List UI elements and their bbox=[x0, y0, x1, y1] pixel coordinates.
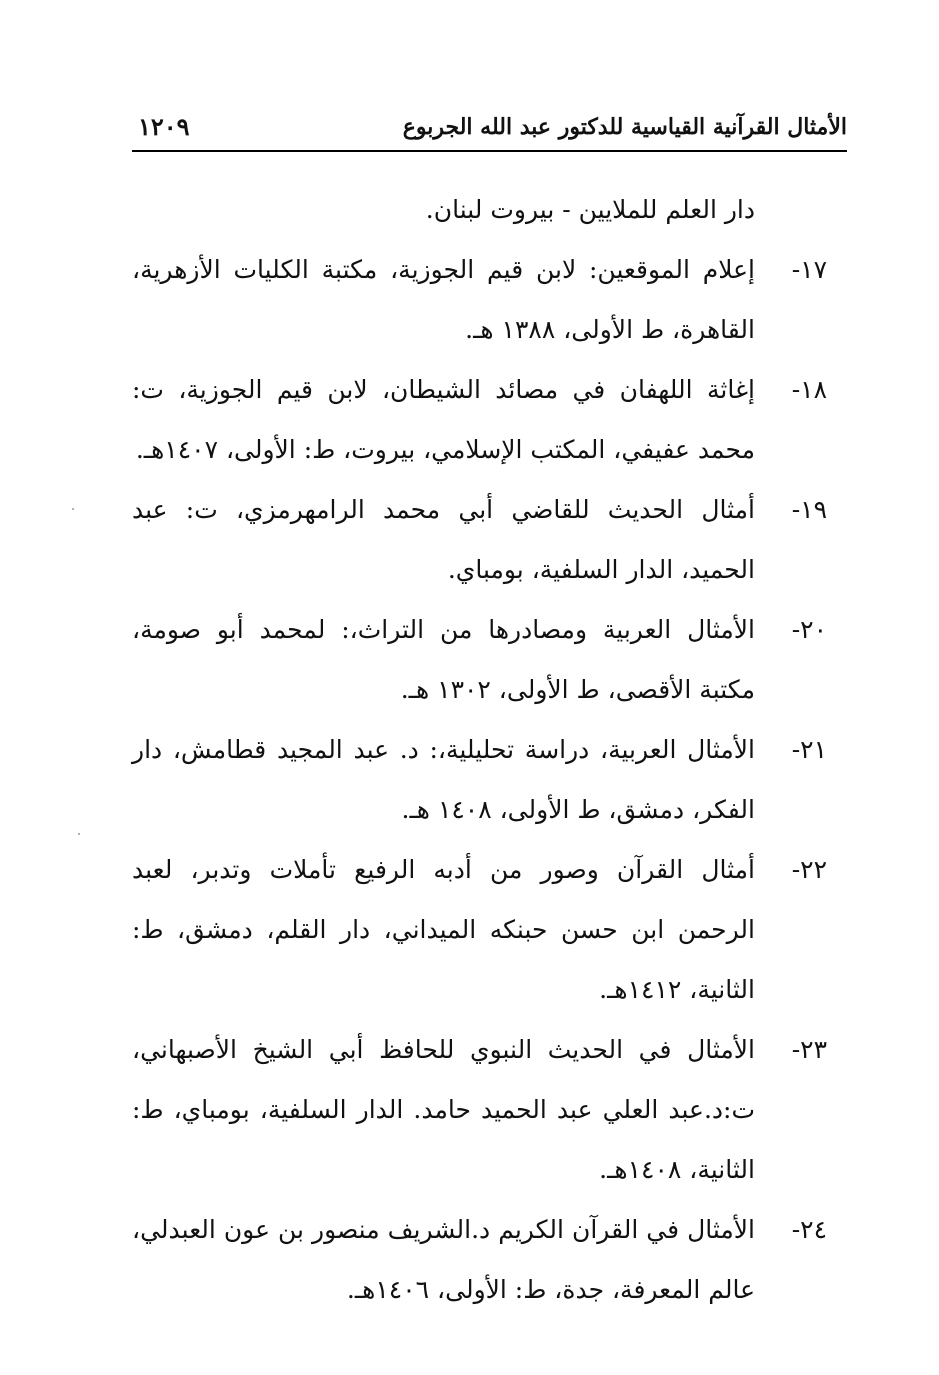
scan-speck bbox=[78, 833, 80, 835]
entry-text: إغاثة اللهفان في مصائد الشيطان، لابن قيم الجوزية، ت: محمد عفيفي، المكتب الإسلامي، بيروت، ط: الأولى، ١٤٠٧هـ. bbox=[132, 375, 755, 464]
entry-number: ٢١- bbox=[791, 735, 827, 764]
bibliography-entry bbox=[132, 1020, 827, 1200]
entry-text: الأمثال العربية ومصادرها من التراث،: لمحمد أبو صومة، مكتبة الأقصى، ط الأولى، ١٣٠٢ هـ. bbox=[132, 615, 755, 704]
bibliography-entry bbox=[132, 360, 827, 480]
bibliography-entry bbox=[132, 720, 827, 840]
bibliography-entry bbox=[132, 840, 827, 1020]
page-header bbox=[132, 112, 847, 152]
entry-number: ١٧- bbox=[791, 255, 827, 284]
entry-text: إعلام الموقعين: لابن قيم الجوزية، مكتبة الكليات الأزهرية، القاهرة، ط الأولى، ١٣٨٨ هـ. bbox=[132, 255, 755, 344]
entry-text: الأمثال في الحديث النبوي للحافظ أبي الشيخ الأصبهاني، ت:د.عبد العلي عبد الحميد حامد. الدار السلفية، بومباي، ط: الثانية، ١٤٠٨هـ. bbox=[132, 1035, 755, 1184]
entry-text: الأمثال في القرآن الكريم د.الشريف منصور بن عون العبدلي، عالم المعرفة، جدة، ط: الأولى، ١٤٠٦هـ. bbox=[132, 1215, 755, 1304]
bibliography-entry bbox=[132, 1200, 827, 1320]
entry-number: ١٩- bbox=[791, 495, 827, 524]
bibliography-list bbox=[132, 180, 827, 1320]
entry-text: أمثال الحديث للقاضي أبي محمد الرامهرمزي، ت: عبد الحميد، الدار السلفية، بومباي. bbox=[132, 495, 755, 584]
entry-number: ٢٢- bbox=[791, 855, 827, 884]
bibliography-entry bbox=[132, 240, 827, 360]
bibliography-entry bbox=[132, 480, 827, 600]
entry-number: ٢٠- bbox=[791, 615, 827, 644]
entry-number: ١٨- bbox=[791, 375, 827, 404]
running-title: الأمثال القرآنية القياسية للدكتور عبد الله الجربوع bbox=[402, 114, 847, 140]
bibliography-entry bbox=[132, 600, 827, 720]
entry-text: أمثال القرآن وصور من أدبه الرفيع تأملات وتدبر، لعبد الرحمن ابن حسن حبنكه الميداني، دار القلم، دمشق، ط: الثانية، ١٤١٢هـ. bbox=[132, 855, 755, 1004]
entry-number: ٢٤- bbox=[791, 1215, 827, 1244]
entry-text: الأمثال العربية، دراسة تحليلية،: د. عبد المجيد قطامش، دار الفكر، دمشق، ط الأولى، ١٤٠٨ هـ. bbox=[132, 735, 755, 824]
continuation-line: دار العلم للملايين - بيروت لبنان. bbox=[425, 195, 755, 224]
scan-speck bbox=[72, 508, 74, 510]
page-number: ١٢٠٩ bbox=[138, 112, 190, 141]
entry-number: ٢٣- bbox=[791, 1035, 827, 1064]
